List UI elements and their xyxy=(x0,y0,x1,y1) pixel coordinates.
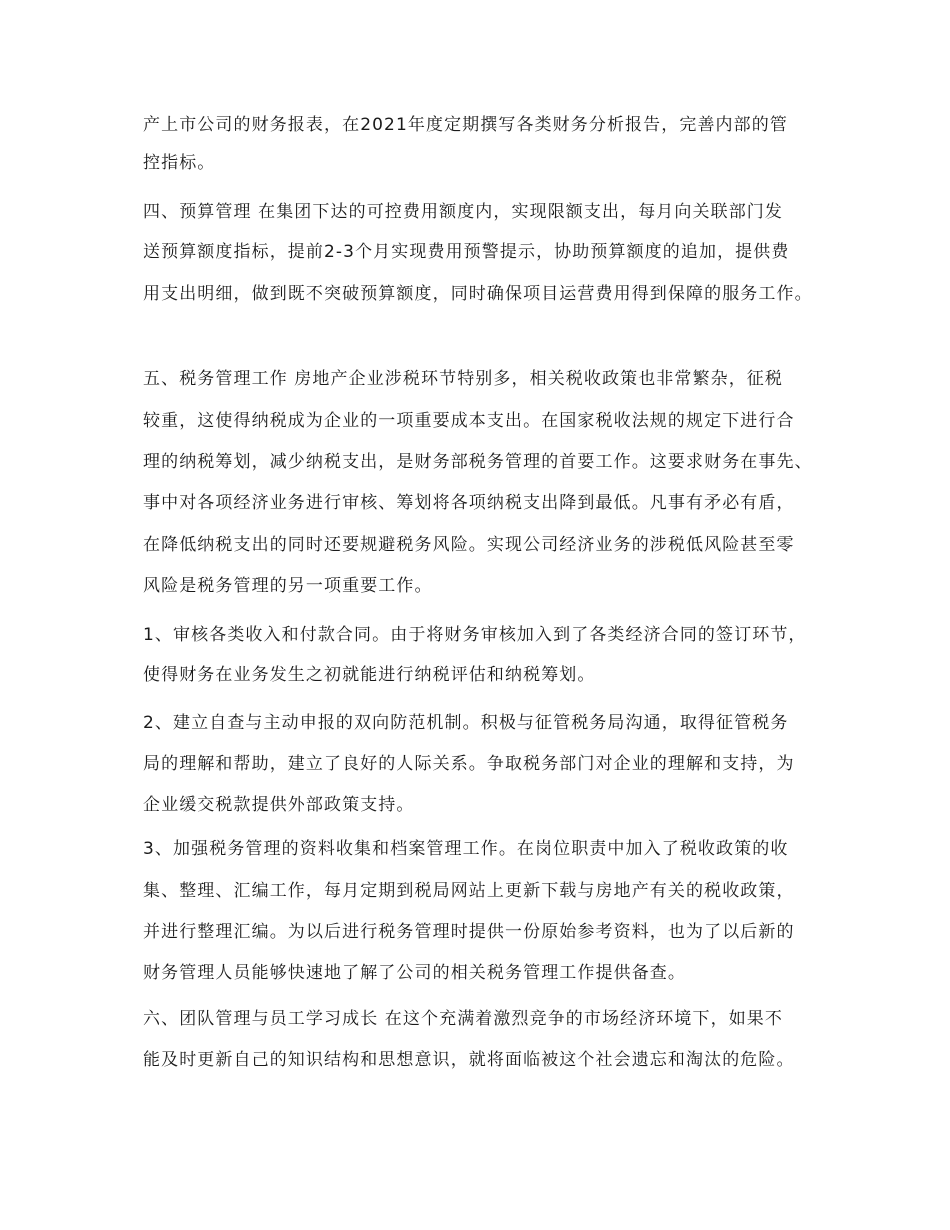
text-line: 在降低纳税支出的同时还要规避税务风险。实现公司经济业务的涉税低风险甚至零 xyxy=(143,535,795,555)
text-line: 使得财务在业务发生之初就能进行纳税评估和纳税筹划。 xyxy=(143,665,596,685)
text-line: 用支出明细，做到既不突破预算额度，同时确保项目运营费用得到保障的服务工作。 xyxy=(143,284,813,304)
text-line: 四、预算管理 在集团下达的可控费用额度内，实现限额支出，每月向关联部门发 xyxy=(143,202,784,222)
text-line: 风险是税务管理的另一项重要工作。 xyxy=(143,576,433,596)
text-line: 产上市公司的财务报表，在2021年度定期撰写各类财务分析报告，完善内部的管 xyxy=(143,115,788,135)
text-line: 送预算额度指标，提前2-3个月实现费用预警提示，协助预算额度的追加，提供费 xyxy=(143,242,790,262)
text-line: 集、整理、汇编工作，每月定期到税局网站上更新下载与房地产有关的税收政策， xyxy=(143,881,795,901)
text-line: 并进行整理汇编。为以后进行税务管理时提供一份原始参考资料，也为了以后新的 xyxy=(143,922,795,942)
text-line: 能及时更新自己的知识结构和思想意识，就将面临被这个社会遗忘和淘汰的危险。 xyxy=(143,1050,795,1070)
text-line: 2、建立自查与主动申报的双向防范机制。积极与征管税务局沟通，取得征管税务 xyxy=(143,713,789,733)
text-line: 财务管理人员能够快速地了解了公司的相关税务管理工作提供备查。 xyxy=(143,963,686,983)
text-line: 事中对各项经济业务进行审核、筹划将各项纳税支出降到最低。凡事有矛必有盾， xyxy=(143,493,795,513)
text-line: 六、团队管理与员工学习成长 在这个充满着激烈竞争的市场经济环境下，如果不 xyxy=(143,1009,784,1029)
text-line: 控指标。 xyxy=(143,153,216,173)
text-line: 理的纳税筹划，减少纳税支出，是财务部税务管理的首要工作。这要求财务在事先、 xyxy=(143,452,813,472)
text-line: 较重，这使得纳税成为企业的一项重要成本支出。在国家税收法规的规定下进行合 xyxy=(143,411,795,431)
text-line: 企业缓交税款提供外部政策支持。 xyxy=(143,795,415,815)
text-line: 五、税务管理工作 房地产企业涉税环节特别多，相关税收政策也非常繁杂，征税 xyxy=(143,369,784,389)
text-line: 局的理解和帮助，建立了良好的人际关系。争取税务部门对企业的理解和支持，为 xyxy=(143,754,795,774)
text-line: 1、审核各类收入和付款合同。由于将财务审核加入到了各类经济合同的签订环节， xyxy=(143,625,807,645)
text-line: 3、加强税务管理的资料收集和档案管理工作。在岗位职责中加入了税收政策的收 xyxy=(143,839,789,859)
